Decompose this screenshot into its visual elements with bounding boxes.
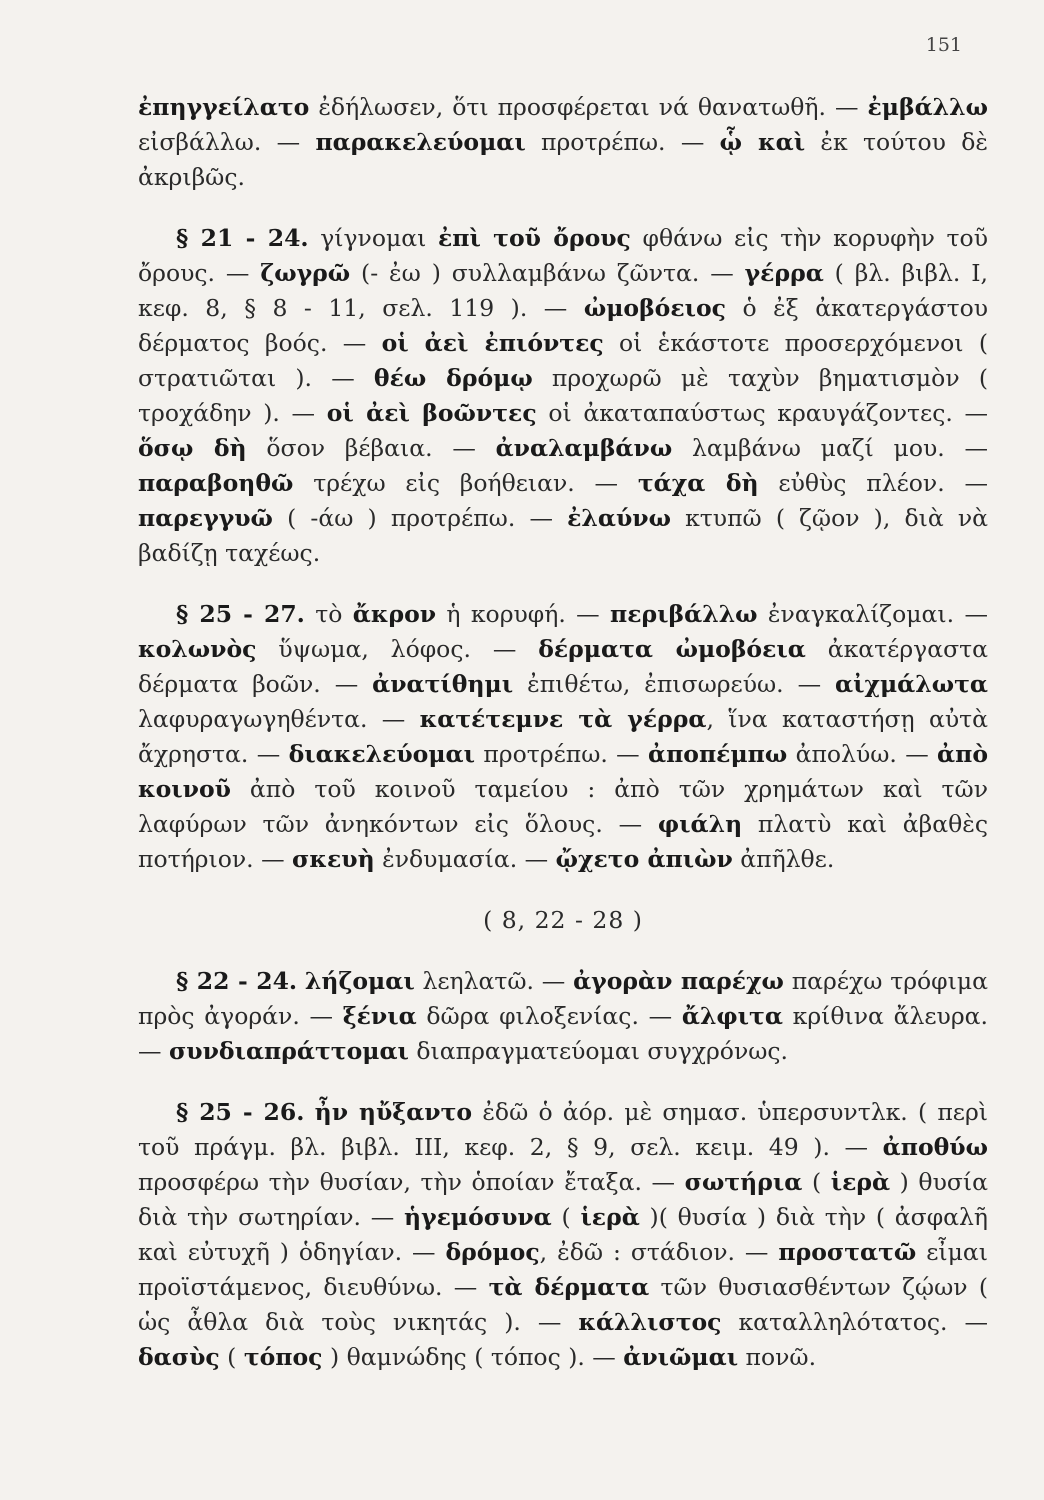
glossary-paragraph xyxy=(138,597,988,877)
gloss-text: φθάνω εἰς τὴν κορυφὴν τοῦ ὄρους. — xyxy=(138,224,988,287)
headword: οἱ ἀεὶ ἐπιόντες xyxy=(381,329,604,357)
gloss-text: οἱ ἀκαταπαύστως κραυγάζοντες. — xyxy=(536,399,988,427)
headword: ἦν ηὔξαντο xyxy=(314,1098,473,1126)
gloss-text: λαμβάνω μαζί μου. — xyxy=(672,434,988,462)
headword: ξένια xyxy=(342,1002,417,1030)
gloss-text: ( xyxy=(802,1168,831,1196)
headword: αἰχμάλωτα xyxy=(835,670,988,698)
gloss-text: τὸ xyxy=(304,600,353,628)
gloss-text: ἐνδυμασία. — xyxy=(374,845,556,873)
headword: οἱ ἀεὶ βοῶντες xyxy=(326,399,537,427)
headword: σκευὴ xyxy=(292,845,375,873)
glossary-paragraph xyxy=(138,90,988,195)
headword: διακελεύομαι xyxy=(288,740,476,768)
gloss-text: εἰσβάλλω. — xyxy=(138,128,316,156)
headword: παραβοηθῶ xyxy=(138,469,294,497)
headword: παρεγγυῶ xyxy=(138,504,273,532)
gloss-text: )( θυσία ) διὰ τὴν ( ἀσφαλῆ καὶ εὐτυχῆ ) ὁδηγίαν. — xyxy=(138,1203,989,1266)
gloss-text: ἀπὸ τοῦ κοινοῦ ταμείου : ἀπὸ τῶν χρημάτων καὶ τῶν λαφύρων τῶν ἀνηκόντων εἰς ὅλους. — xyxy=(138,775,988,838)
headword: ἀποπέμπω xyxy=(648,740,788,768)
headword: ἐλαύνω xyxy=(567,504,671,532)
headword: ἀναλαμβάνω xyxy=(495,434,673,462)
gloss-text: ἐκ τούτου δὲ ἀκριβῶς. xyxy=(138,128,988,191)
gloss-text: οἱ ἑκάστοτε προσερχόμενοι ( στρατιῶται ). — xyxy=(138,329,988,392)
gloss-text: παρέχω τρόφιμα πρὸς ἀγοράν. — xyxy=(138,967,988,1030)
gloss-text: εἶμαι προϊστάμενος, διευθύνω. — xyxy=(138,1238,989,1301)
headword: τὰ δέρματα xyxy=(488,1273,650,1301)
headword: ὅσῳ δὴ xyxy=(138,434,247,462)
headword: ἱερὰ xyxy=(580,1203,640,1231)
headword: ᾧ καὶ xyxy=(719,128,806,156)
gloss-text: ) θαμνώδης ( τόπος ). — xyxy=(322,1343,624,1371)
headword: ἀγορὰν παρέχω xyxy=(573,967,784,995)
headword: δρόμος xyxy=(445,1238,540,1266)
gloss-text: γίγνομαι xyxy=(308,224,438,252)
gloss-text: καταλληλότατος. — xyxy=(721,1308,988,1336)
page-number: 151 xyxy=(925,34,962,56)
headword: σωτήρια xyxy=(684,1168,803,1196)
gloss-text: εὐθὺς πλέον. — xyxy=(758,469,988,497)
gloss-text: ὕψωμα, λόφος. — xyxy=(256,635,539,663)
gloss-text: ὁ ἐξ ἀκατεργάστου δέρματος βοός. — xyxy=(138,294,988,357)
headword: φιάλη xyxy=(657,810,743,838)
headword: ἀνατίθημι xyxy=(372,670,514,698)
headword: ἀνιῶμαι xyxy=(623,1343,739,1371)
gloss-text: , ἵνα καταστήσῃ αὐτὰ ἄχρηστα. — xyxy=(138,705,988,768)
headword: δασὺς xyxy=(138,1343,220,1371)
gloss-text: ἀκατέργαστα δέρματα βοῶν. — xyxy=(138,635,988,698)
section-label: § 22 - 24. xyxy=(176,967,298,995)
glossary-paragraph xyxy=(138,1095,988,1375)
gloss-text: ἡ κορυφή. — xyxy=(436,600,611,628)
section-label: § 25 - 27. xyxy=(176,600,305,628)
headword: λήζομαι xyxy=(304,967,415,995)
gloss-text xyxy=(297,967,305,995)
headword: ἱερὰ xyxy=(830,1168,891,1196)
gloss-text: ἐπιθέτω, ἐπισωρεύω. — xyxy=(513,670,836,698)
headword: ζωγρῶ xyxy=(260,259,351,287)
gloss-text: ( xyxy=(551,1203,581,1231)
gloss-text: ) θυσία διὰ τὴν σωτηρίαν. — xyxy=(138,1168,988,1231)
gloss-text: ὅσον βέβαια. — xyxy=(246,434,496,462)
headword: περιβάλλω xyxy=(610,600,758,628)
gloss-text: λαφυραγωγηθέντα. — xyxy=(138,705,420,733)
headword: ᾤχετο ἀπιὼν xyxy=(555,845,733,873)
gloss-text: τρέχω εἰς βοήθειαν. — xyxy=(293,469,638,497)
section-label: § 25 - 26. xyxy=(176,1098,305,1126)
headword: προστατῶ xyxy=(778,1238,917,1266)
headword: δέρματα ὠμοβόεια xyxy=(538,635,806,663)
gloss-text: (- ἐω ) συλλαμβάνω ζῶντα. — xyxy=(350,259,745,287)
headword: ἐπηγγείλατο xyxy=(138,93,310,121)
gloss-text: , ἐδῶ : στάδιον. — xyxy=(539,1238,779,1266)
headword: κολωνὸς xyxy=(138,635,257,663)
gloss-text: πονῶ. xyxy=(738,1343,817,1371)
gloss-text: ἀπῆλθε. xyxy=(732,845,835,873)
gloss-text: δῶρα φιλοξενίας. — xyxy=(416,1002,682,1030)
headword: ὠμοβόειος xyxy=(583,294,726,322)
chapter-reference-heading: ( 8, 22 - 28 ) xyxy=(483,906,643,934)
headword: θέω δρόμῳ xyxy=(373,364,533,392)
gloss-text: προχωρῶ μὲ ταχὺν βηματισμὸν ( τροχάδην ). — xyxy=(138,364,988,427)
headword: ἀποθύω xyxy=(882,1133,988,1161)
headword: ἀπὸ κοινοῦ xyxy=(138,740,989,803)
headword: ἡγεμόσυνα xyxy=(403,1203,552,1231)
gloss-text: κρίθινα ἄλευρα. — xyxy=(138,1002,988,1065)
headword: τόπος xyxy=(243,1343,323,1371)
headword: κάλλιστος xyxy=(578,1308,722,1336)
gloss-text: ( -άω ) προτρέπω. — xyxy=(272,504,568,532)
headword: γέρρα xyxy=(744,259,824,287)
headword: ἐπὶ τοῦ ὄρους xyxy=(437,224,631,252)
gloss-text: ἐδῶ ὁ ἀόρ. μὲ σημασ. ὑπερσυντλκ. ( περὶ τοῦ πράγμ. βλ. βιβλ. III, κεφ. 2, § 9, σελ. κειμ. 49 ). — xyxy=(138,1098,988,1161)
gloss-text: ( βλ. βιβλ. I, κεφ. 8, § 8 - 11, σελ. 119 ). — xyxy=(138,259,988,322)
gloss-text: ἀπολύω. — xyxy=(787,740,938,768)
headword: ἐμβάλλω xyxy=(867,93,988,121)
gloss-text: προσφέρω τὴν θυσίαν, τὴν ὁποίαν ἔταξα. — xyxy=(138,1168,685,1196)
section-label: § 21 - 24. xyxy=(176,224,309,252)
gloss-text: τῶν θυσιασθέντων ζῴων ( ὡς ἆθλα διὰ τοὺς νικητάς ). — xyxy=(138,1273,988,1336)
gloss-text: προτρέπω. — xyxy=(525,128,720,156)
gloss-text: προτρέπω. — xyxy=(475,740,649,768)
gloss-text: ( xyxy=(219,1343,244,1371)
headword: συνδιαπράττομαι xyxy=(168,1037,409,1065)
glossary-paragraph xyxy=(138,221,988,571)
gloss-text: κτυπῶ ( ζῷον ), διὰ νὰ βαδίζῃ ταχέως. xyxy=(138,504,988,567)
gloss-text xyxy=(304,1098,314,1126)
gloss-text: ἐδήλωσεν, ὅτι προσφέρεται νά θανατωθῆ. — xyxy=(309,93,868,121)
gloss-text: ἐναγκαλίζομαι. — xyxy=(757,600,988,628)
headword: ἄλφιτα xyxy=(681,1002,783,1030)
document-body xyxy=(138,90,988,1401)
headword: κατέτεμνε τὰ γέρρα xyxy=(419,705,707,733)
gloss-text: πλατὺ καὶ ἀβαθὲς ποτήριον. — xyxy=(138,810,989,873)
gloss-text: λεηλατῶ. — xyxy=(414,967,574,995)
headword: τάχα δὴ xyxy=(637,469,759,497)
glossary-paragraph xyxy=(138,964,988,1069)
gloss-text: διαπραγματεύομαι συγχρόνως. xyxy=(408,1037,789,1065)
headword: παρακελεύομαι xyxy=(315,128,526,156)
headword: ἄκρον xyxy=(352,600,437,628)
